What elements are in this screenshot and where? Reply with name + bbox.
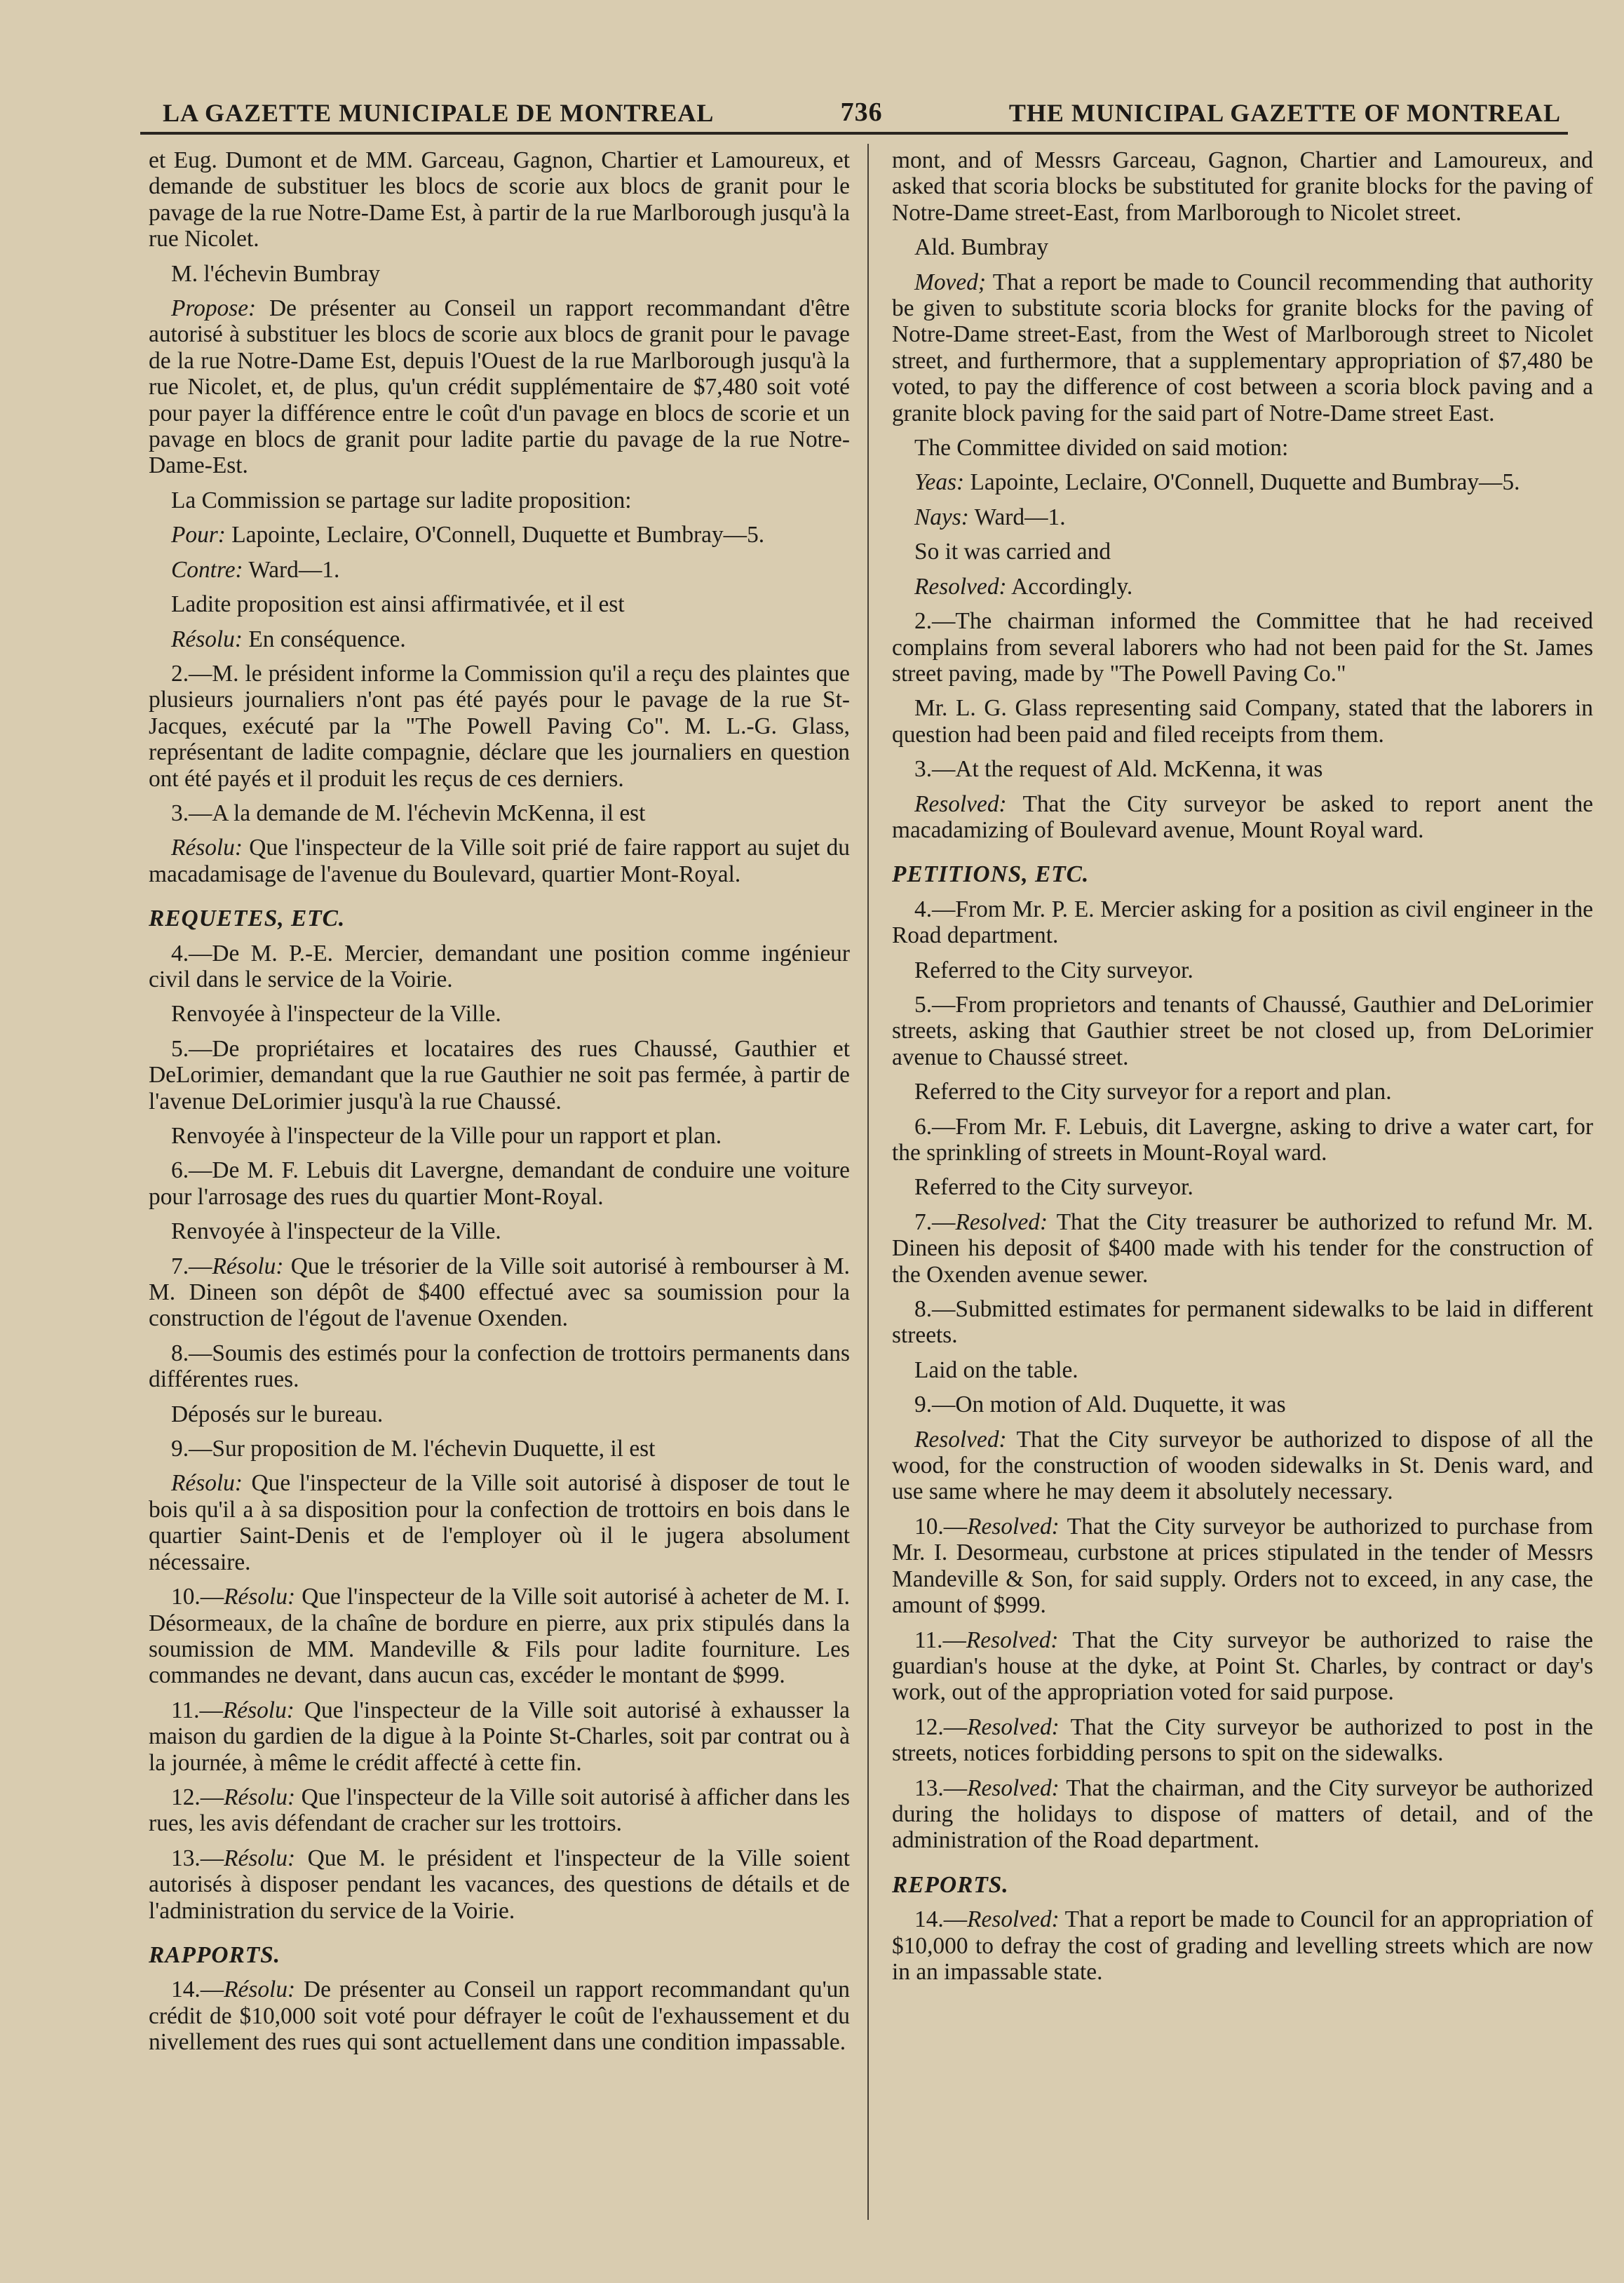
paragraph — [892, 435, 1593, 461]
paragraph — [892, 1627, 1593, 1706]
paragraph-text: 8.—Submitted estimates for permanent sidewalks to be laid in different streets. — [892, 1296, 1593, 1349]
paragraph — [149, 1976, 850, 2055]
paragraph-text: That a report be made to Council for an appropriation of $10,000 to defray the cost of grading and levelling streets which are now in an impassable state. — [892, 1906, 1593, 1985]
paragraph-text: 5.—From proprietors and tenants of Chaussé, Gauthier and DeLorimier streets, asking that Gauthier street be not closed up, from DeLorimier avenue to Chaussé street. — [892, 991, 1593, 1070]
paragraph-text: et Eug. Dumont et de MM. Garceau, Gagnon, Chartier et Lamoureux, et demande de substituer les blocs de scorie aux blocs de granit pour le pavage de la rue Notre-Dame Est, à partir de la rue Marlborough jusqu'à la rue Nicolet. — [149, 147, 850, 252]
paragraph-text: 9.—On motion of Ald. Duquette, it was — [914, 1392, 1286, 1418]
header-right-title: THE MUNICIPAL GAZETTE OF MONTREAL — [1008, 99, 1561, 127]
motion-label: Resolved: — [914, 790, 1007, 817]
motion-label: Resolved: — [914, 1426, 1007, 1453]
motion-label: Resolved: — [914, 573, 1007, 600]
paragraph-text: 8.—Soumis des estimés pour la confection de trottoirs permanents dans différentes rues. — [149, 1340, 850, 1393]
paragraph-text: Referred to the City surveyor for a report and plan. — [914, 1079, 1392, 1105]
paragraph — [892, 539, 1593, 565]
item-number: 13.— — [914, 1774, 968, 1801]
page-header — [163, 79, 1561, 128]
paragraph — [149, 1436, 850, 1462]
motion-label: Moved; — [914, 269, 986, 295]
paragraph — [149, 1340, 850, 1393]
paragraph — [149, 522, 850, 548]
header-rule — [140, 132, 1568, 135]
item-number: 14.— — [914, 1906, 968, 1933]
paragraph-text: The Committee divided on said motion: — [914, 435, 1289, 462]
item-number: 7.— — [171, 1253, 212, 1279]
paragraph-text: Accordingly. — [1006, 573, 1133, 600]
paragraph-text: 2.—The chairman informed the Committee that he had received complains from several laborers who had not been paid for the St. James street paving, made by "The Powell Paving Co." — [892, 608, 1593, 687]
paragraph-text: De présenter au Conseil un rapport recommandant d'être autorisé à substituer les blocs de scorie aux blocs de granit pour le pavage de la rue Notre-Dame Est, depuis l'Ouest de la rue Marlborough jusqu'à la rue Nicolet, et, de plus, qu'un crédit supplémentaire de $7,480 soit voté pour payer la différence entre le coût d'un pavage en blocs de scorie et un pavage en blocs de granit pour ladite partie du pavage de la rue Notre-Dame-Est. — [149, 295, 850, 479]
item-number: 13.— — [171, 1845, 224, 1871]
paragraph-text: La Commission se partage sur ladite proposition: — [171, 487, 632, 513]
motion-label: Résolu: — [171, 626, 243, 652]
paragraph-text: That the City surveyor be authorized to dispose of all the wood, for the construction of wooden sidewalks in St. Denis ward, and use same where he may deem it absolutely necessary. — [892, 1426, 1593, 1505]
paragraph-text: That the chairman, and the City surveyor be authorized during the holidays to dispose of matters of detail, and of the administration of the Road department. — [892, 1774, 1593, 1854]
paragraph — [892, 992, 1593, 1070]
paragraph — [892, 269, 1593, 426]
motion-label: Résolu: — [171, 835, 243, 861]
paragraph-text: Lapointe, Leclaire, O'Connell, Duquette and Bumbray—5. — [964, 469, 1520, 496]
paragraph-text: Que le trésorier de la Ville soit autorisé à rembourser à M. M. Dineen son dépôt de $400 effectué avec sa soumission pour la construction de l'égout de l'avenue Oxenden. — [149, 1253, 850, 1332]
item-number: 7.— — [914, 1208, 956, 1235]
item-number: 11.— — [914, 1627, 966, 1653]
paragraph — [149, 1253, 850, 1332]
paragraph — [892, 791, 1593, 844]
paragraph-text: Que l'inspecteur de la Ville soit autorisé à disposer de tout le bois qu'il a à sa disposition pour la confection de trottoirs en bois dans le quartier Saint-Denis et de l'employer où il le jugera absolument nécessaire. — [149, 1470, 850, 1575]
paragraph — [149, 1036, 850, 1114]
paragraph-text: 9.—Sur proposition de M. l'échevin Duquette, il est — [171, 1436, 656, 1462]
paragraph — [149, 1218, 850, 1244]
paragraph — [149, 661, 850, 792]
paragraph — [892, 1209, 1593, 1288]
section-heading: REQUETES, ETC. — [149, 905, 346, 932]
paragraph-text: Que l'inspecteur de la Ville soit autorisé à afficher dans les rues, les avis défendant de cracher sur les trottoirs. — [149, 1784, 850, 1837]
paragraph — [149, 1001, 850, 1027]
paragraph — [892, 1514, 1593, 1619]
item-number: 12.— — [171, 1784, 224, 1810]
paragraph-text: Renvoyée à l'inspecteur de la Ville. — [171, 1218, 501, 1245]
paragraph-text: That the City surveyor be asked to report anent the macadamizing of Boulevard avenue, Mount Royal ward. — [892, 790, 1593, 843]
paragraph-text: Ward—1. — [243, 556, 340, 583]
paragraph-text: mont, and of Messrs Garceau, Gagnon, Chartier and Lamoureux, and asked that scoria blocks be substituted for granite blocks for the paving of Notre-Dame street-East, from Marlborough to Nicolet street. — [892, 147, 1593, 226]
motion-label: Propose: — [171, 295, 257, 322]
paragraph — [149, 557, 850, 583]
motion-label: Contre: — [171, 556, 243, 583]
paragraph-text: 5.—De propriétaires et locataires des rues Chaussé, Gauthier et DeLorimier, demandant que la rue Gauthier ne soit pas fermée, à partir de l'avenue DeLorimier jusqu'à la rue Chaussé. — [149, 1035, 850, 1114]
paragraph — [892, 504, 1593, 530]
paragraph — [149, 591, 850, 617]
header-left-title: LA GAZETTE MUNICIPALE DE MONTREAL — [163, 99, 715, 127]
paragraph — [892, 1296, 1593, 1349]
paragraph — [149, 1845, 850, 1924]
section-heading: REPORTS. — [892, 1871, 1009, 1898]
paragraph-text: Déposés sur le bureau. — [171, 1401, 384, 1427]
paragraph-text: Lapointe, Leclaire, O'Connell, Duquette et Bumbray—5. — [225, 522, 765, 548]
paragraph — [149, 261, 850, 287]
paragraph — [892, 1357, 1593, 1383]
paragraph-text: 3.—A la demande de M. l'échevin McKenna, il est — [171, 800, 646, 826]
paragraph-text: 4.—De M. P.-E. Mercier, demandant une position comme ingénieur civil dans le service de la Voirie. — [149, 940, 850, 992]
paragraph — [892, 896, 1593, 949]
motion-label: Résolu: — [224, 1584, 296, 1610]
paragraph — [892, 147, 1593, 226]
motion-label: Résolu: — [222, 1697, 295, 1723]
paragraph — [149, 941, 850, 993]
motion-label: Résolu: — [224, 1845, 296, 1871]
paragraph-text: Laid on the table. — [914, 1356, 1078, 1383]
paragraph — [892, 469, 1593, 495]
paragraph-text: 2.—M. le président informe la Commission qu'il a reçu des plaintes que plusieurs journaliers n'ont pas été payés pour le pavage de la rue St-Jacques, exécuté par la "The Powell Paving Co". M. L.-G. Glass, représentant de ladite compagnie, déclare que les journaliers en question ont été payés et il produit les reçus de ces derniers. — [149, 660, 850, 792]
paragraph — [892, 756, 1593, 782]
english-column — [892, 147, 1593, 1993]
paragraph — [892, 957, 1593, 983]
paragraph-text: Referred to the City surveyor. — [914, 957, 1193, 983]
paragraph-text: M. l'échevin Bumbray — [171, 260, 381, 287]
paragraph-text: Ward—1. — [968, 504, 1066, 530]
paragraph — [892, 1714, 1593, 1767]
paragraph — [892, 1906, 1593, 1985]
motion-label: Resolved: — [967, 1774, 1060, 1801]
column-divider — [867, 144, 869, 2220]
motion-label: Pour: — [171, 522, 226, 548]
paragraph — [149, 487, 850, 513]
paragraph — [149, 1401, 850, 1427]
motion-label: Resolved: — [955, 1208, 1048, 1235]
motion-label: Yeas: — [914, 469, 965, 496]
paragraph-text: 6.—From Mr. F. Lebuis, dit Lavergne, asking to drive a water cart, for the sprinkling of streets in Mount-Royal ward. — [892, 1113, 1593, 1166]
item-number: 11.— — [171, 1697, 223, 1723]
paragraph — [149, 626, 850, 652]
paragraph-text: De présenter au Conseil un rapport recommandant qu'un crédit de $10,000 soit voté pour défrayer le coût de l'exhaussement et du nivellement des rues qui sont actuellement dans une condition impassable. — [149, 1976, 850, 2056]
paragraph — [149, 1123, 850, 1149]
paragraph — [892, 1079, 1593, 1105]
item-number: 10.— — [914, 1513, 968, 1540]
motion-label: Resolved: — [967, 1513, 1060, 1540]
item-number: 10.— — [171, 1584, 224, 1610]
paragraph — [149, 1157, 850, 1210]
paragraph-text: That the City surveyor be authorized to raise the guardian's house at the dyke, at Point St. Charles, by contract or day's work, out of the appropriation voted for said purpose. — [892, 1627, 1593, 1706]
paragraph-text: Que M. le président et l'inspecteur de la Ville soient autorisés à disposer pendant les vacances, des questions de détails et de l'administration du service de la Voirie. — [149, 1845, 850, 1924]
motion-label: Résolu: — [224, 1976, 296, 2003]
paragraph-text: 4.—From Mr. P. E. Mercier asking for a position as civil engineer in the Road department. — [892, 896, 1593, 949]
motion-label: Résolu: — [171, 1470, 243, 1497]
paragraph — [149, 1470, 850, 1575]
paragraph — [149, 1697, 850, 1776]
paragraph — [892, 234, 1593, 260]
french-column — [149, 147, 850, 2064]
paragraph-text: 3.—At the request of Ald. McKenna, it was — [914, 756, 1323, 783]
paragraph-text: Renvoyée à l'inspecteur de la Ville pour un rapport et plan. — [171, 1123, 722, 1149]
paragraph-text: Ladite proposition est ainsi affirmativée, et il est — [171, 591, 625, 618]
paragraph — [149, 835, 850, 887]
motion-label: Résolu: — [212, 1253, 284, 1279]
paragraph-text: That the City surveyor be authorized to purchase from Mr. I. Desormeau, curbstone at prices stipulated in the tender of Messrs Mandeville & Son, for said supply. Orders not to exceed, in any case, the amount of $999. — [892, 1513, 1593, 1619]
paragraph-text: Que l'inspecteur de la Ville soit prié de faire rapport au sujet du macadamisage de l'avenue du Boulevard, quartier Mont-Royal. — [149, 835, 850, 887]
paragraph — [149, 1584, 850, 1689]
item-number: 14.— — [171, 1976, 224, 2003]
paragraph — [892, 574, 1593, 600]
paragraph — [149, 295, 850, 479]
motion-label: Resolved: — [966, 1627, 1059, 1653]
paragraph-text: En conséquence. — [243, 626, 406, 652]
paragraph — [892, 1392, 1593, 1417]
paragraph-text: Que l'inspecteur de la Ville soit autorisé à acheter de M. I. Désormeaux, de la chaîne de bordure en pierre, aux prix stipulés dans la soumission de MM. Mandeville & Fils pour ladite fourniture. Les commandes ne devant, dans aucun cas, excéder le montant de $999. — [149, 1584, 850, 1689]
paragraph-text: Que l'inspecteur de la Ville soit autorisé à exhausser la maison du gardien de la digue à la Pointe St-Charles, soit par contrat ou à la journée, à même le crédit affecté à cette fin. — [149, 1697, 850, 1776]
motion-label: Résolu: — [224, 1784, 296, 1810]
motion-label: Nays: — [914, 504, 969, 530]
paragraph-text: Renvoyée à l'inspecteur de la Ville. — [171, 1001, 501, 1028]
paragraph-text: Referred to the City surveyor. — [914, 1174, 1193, 1201]
section-heading: PETITIONS, ETC. — [892, 861, 1090, 888]
paragraph — [892, 695, 1593, 748]
motion-label: Resolved: — [967, 1713, 1060, 1740]
paragraph — [149, 147, 850, 252]
paragraph — [149, 1784, 850, 1837]
item-number: 12.— — [914, 1713, 968, 1740]
paragraph-text: 6.—De M. F. Lebuis dit Lavergne, demandant de conduire une voiture pour l'arrosage des rues du quartier Mont-Royal. — [149, 1157, 850, 1210]
paragraph-text: Mr. L. G. Glass representing said Company, stated that the laborers in question had been paid and filed receipts from them. — [892, 695, 1593, 748]
paragraph-text: So it was carried and — [914, 539, 1111, 565]
paragraph-text: That a report be made to Council recommending that authority be given to substitute scoria blocks for granite blocks for the paving of Notre-Dame street-East, from the West of Marlborough street to Nicolet street, and furthermore, that a supplementary appropriation of $7,480 be voted, to pay the difference of cost between a scoria block paving and a granite block paving for the said part of Notre-Dame street East. — [892, 269, 1593, 426]
page-number: 736 — [840, 97, 883, 127]
motion-label: Resolved: — [967, 1906, 1060, 1933]
paragraph — [892, 1114, 1593, 1166]
paragraph-text: Ald. Bumbray — [914, 234, 1049, 261]
paragraph-text: That the City surveyor be authorized to post in the streets, notices forbidding persons to spit on the sidewalks. — [892, 1713, 1593, 1767]
paragraph — [892, 1427, 1593, 1505]
section-heading: RAPPORTS. — [149, 1941, 281, 1968]
paragraph — [149, 800, 850, 826]
paragraph — [892, 1174, 1593, 1200]
paragraph — [892, 608, 1593, 687]
paragraph — [892, 1775, 1593, 1854]
paragraph-text: That the City treasurer be authorized to refund Mr. M. Dineen his deposit of $400 made with his tender for the construction of the Oxenden avenue sewer. — [892, 1208, 1593, 1288]
